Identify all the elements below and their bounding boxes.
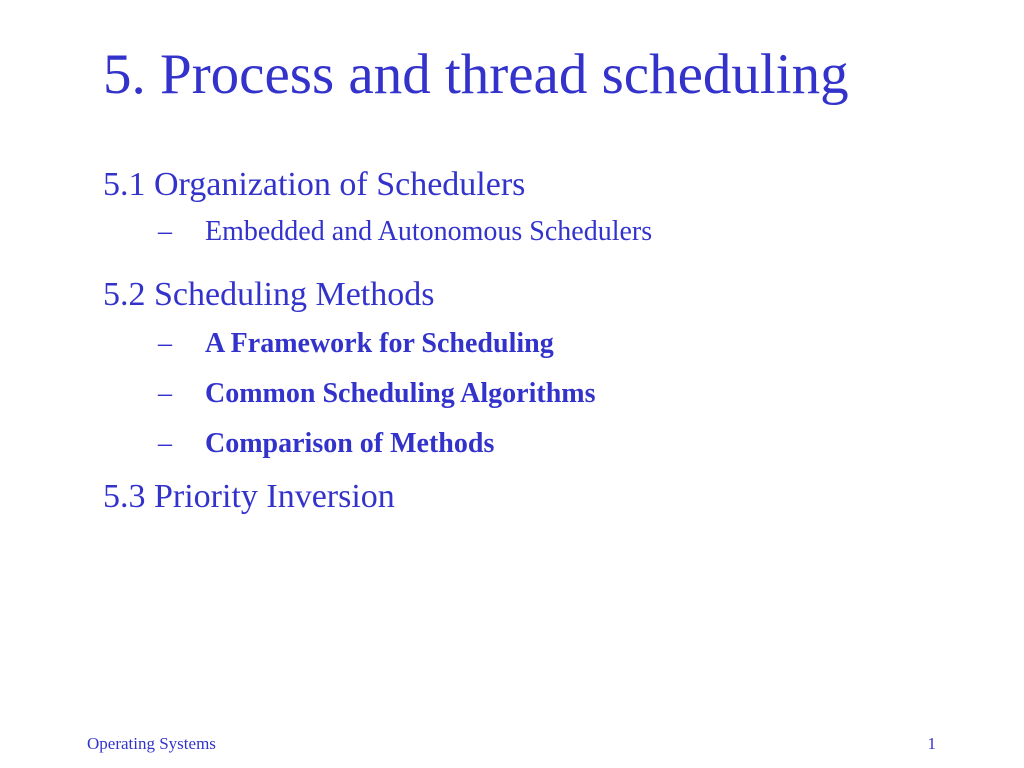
dash-bullet: – — [158, 428, 172, 459]
dash-bullet: – — [158, 328, 172, 359]
outline-subitem-framework — [103, 326, 652, 362]
outline-subitem-common-algorithms — [103, 376, 652, 412]
outline-subitem-embedded-autonomous — [103, 214, 652, 250]
outline-subitem-label: Comparison of Methods — [205, 428, 495, 459]
outline-subitem-label: Embedded and Autonomous Schedulers — [205, 216, 653, 247]
outline-item-5-3: 5.3 Priority Inversion — [103, 478, 395, 515]
outline-item-5-1: 5.1 Organization of Schedulers — [103, 166, 526, 203]
footer-page-number: 1 — [927, 734, 936, 753]
outline-subitem-comparison — [103, 426, 652, 462]
outline-subitem-label: Common Scheduling Algorithms — [205, 378, 596, 409]
dash-bullet: – — [158, 378, 172, 409]
outline-subitem-label: A Framework for Scheduling — [205, 328, 554, 359]
outline-item-5-2: 5.2 Scheduling Methods — [103, 276, 435, 313]
slide-title: 5. Process and thread scheduling — [103, 43, 849, 106]
footer-course-name: Operating Systems — [87, 734, 216, 753]
slide-outline — [103, 164, 652, 518]
dash-bullet: – — [158, 216, 172, 247]
